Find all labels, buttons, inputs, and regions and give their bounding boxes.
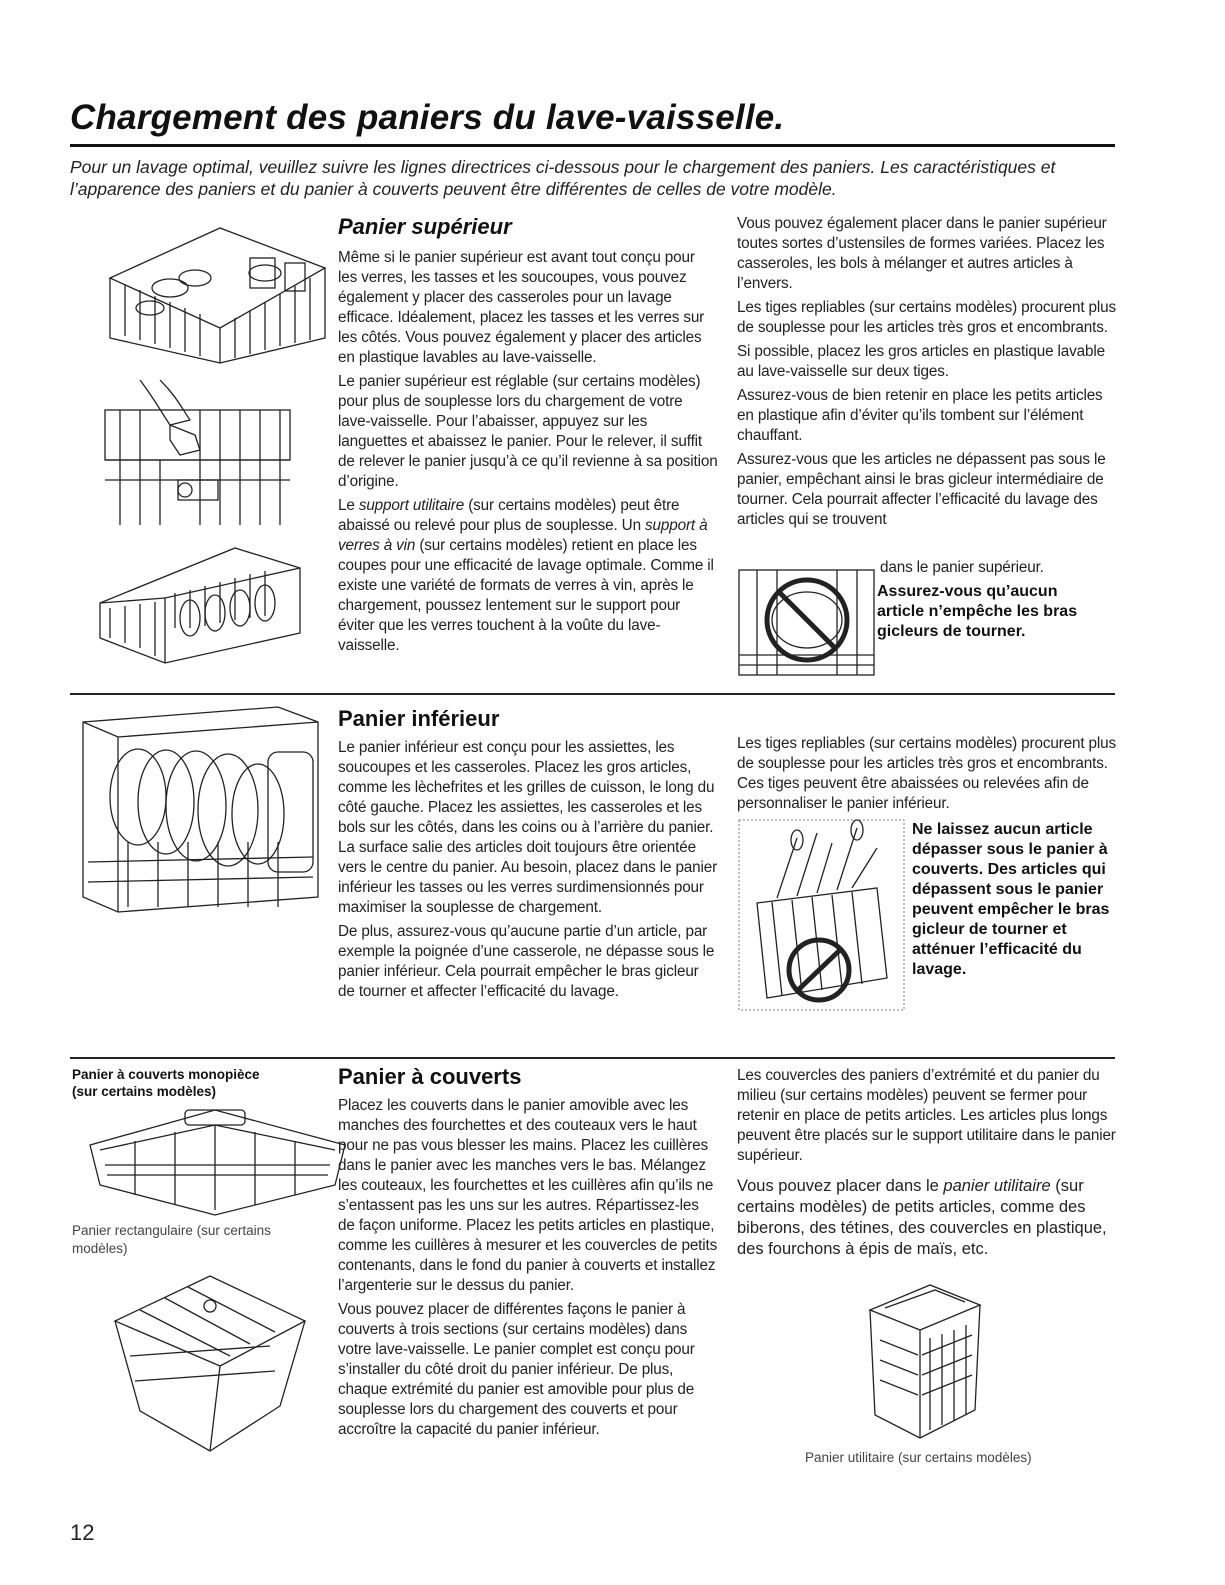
silverware-tip: Les couvercles des paniers d’extrémité et du panier du milieu (sur certains modèles) peuvent se fermer pour retenir en place de petits articles. Les articles plus longs peuvent être placés sur le support utilitaire dans le panier supérieur. bbox=[737, 1067, 1116, 1164]
lower-rack-paragraph: Le panier inférieur est conçu pour les assiettes, les soucoupes et les casseroles. Placez les gros articles, comme les lèchefrites et les grilles de cuisson, le long du côté gauche. Placez les assiettes, les casseroles et les bols sur les côtés, dans les coins ou à l’arrière du panier. La surface salie des articles doit toujours être orientée vers le centre du panier. Au besoin, placez dans le panier inférieur les tasses ou les verres surdimensionnés pour maximiser la souplesse de chargement. bbox=[338, 739, 718, 916]
wine-rack-illustration bbox=[95, 538, 305, 668]
upper-rack-tip: Vous pouvez également placer dans le panier supérieur toutes sortes d’ustensiles de formes variées. Placez les casseroles, les bols à mélanger et autres articles à l’envers. bbox=[737, 215, 1107, 292]
upper-rack-tip: Si possible, placez les gros articles en plastique lavable au lave-vaisselle sur deux tiges. bbox=[737, 343, 1105, 380]
silverware-prohibited-illustration bbox=[737, 818, 907, 1013]
upper-rack-heading: Panier supérieur bbox=[338, 214, 512, 239]
lower-rack-illustration bbox=[78, 702, 323, 917]
lower-rack-column bbox=[338, 706, 718, 1006]
silverware-paragraph: Placez les couverts dans le panier amovible avec les manches des fourchettes et des couteaux vers le haut pour ne pas vous blesser les mains. Placez les cuillères dans le panier avec les manches vers le bas. Mélangez les couteaux, les fourchettes et les cuillères afin qu’ils ne s’entassent pas les uns sur les autres. Répartissez-les de façon uniforme. Placez les petits articles en plastique, comme les cuillères à mesurer et les couvercles de petits contenants, dans le fond du panier à couverts et installez l’argenterie sur le dessus du panier. bbox=[338, 1097, 718, 1294]
rectangular-basket-caption: Panier rectangulaire (sur certains modèles) bbox=[72, 1223, 271, 1256]
prohibited-sign-icon bbox=[737, 565, 877, 680]
lower-rack-warning: Ne laissez aucun article dépasser sous le panier à couverts. Des articles qui dépassent sous le panier peuvent empêcher le bras gicleur de tourner et atténuer l’efficacité du lavage. bbox=[912, 821, 1110, 978]
rectangular-basket-illustration bbox=[110, 1266, 310, 1456]
upper-rack-illustration bbox=[100, 218, 330, 368]
one-piece-basket-illustration bbox=[85, 1105, 350, 1220]
page-title: Chargement des paniers du lave-vaisselle. bbox=[70, 98, 785, 137]
page-number: 12 bbox=[70, 1520, 95, 1545]
upper-rack-tip-end: dans le panier supérieur. bbox=[880, 559, 1044, 576]
silverware-column bbox=[338, 1064, 718, 1444]
utility-basket-caption: Panier utilitaire (sur certains modèles) bbox=[805, 1450, 1032, 1465]
upper-rack-tip: Les tiges repliables (sur certains modèles) procurent plus de souplesse pour les articles très gros et encombrants. bbox=[737, 299, 1117, 336]
lower-rack-heading: Panier inférieur bbox=[338, 706, 500, 731]
lower-rack-right-column bbox=[737, 734, 1117, 818]
utility-basket-illustration bbox=[860, 1280, 985, 1440]
utility-basket-paragraph: Vous pouvez placer dans le panier utilitaire (sur certains modèles) de petits articles, comme des biberons, des tétines, des couvercles en plastique, des fourchons à épis de maïs, etc. bbox=[737, 1177, 1107, 1258]
upper-rack-warning: Assurez-vous qu’aucun article n’empêche les bras gicleurs de tourner. bbox=[877, 583, 1078, 640]
lower-rack-paragraph: De plus, assurez-vous qu’aucune partie d’un article, par exemple la poignée d’une casserole, ne dépasse sous le panier inférieur. Cela pourrait empêcher le bras gicleur de tourner et affecter l’efficacité du lavage. bbox=[338, 923, 715, 1000]
silverware-heading: Panier à couverts bbox=[338, 1064, 522, 1089]
silverware-basket-caption: Panier à couverts monopièce (sur certains modèles) bbox=[72, 1067, 260, 1099]
silverware-right-column bbox=[737, 1066, 1122, 1264]
upper-rack-tip: Assurez-vous que les articles ne dépassent pas sous le panier, empêchant ainsi le bras gicleur intermédiaire de tourner. Cela pourrait affecter l’efficacité du lavage des articles qui se trouvent bbox=[737, 451, 1106, 528]
rack-adjust-illustration bbox=[100, 380, 295, 525]
section-divider bbox=[70, 693, 1115, 695]
upper-rack-right-column bbox=[737, 214, 1117, 534]
upper-rack-column bbox=[338, 214, 718, 660]
lower-rack-tip: Les tiges repliables (sur certains modèles) procurent plus de souplesse pour les articles très gros et encombrants. Ces tiges peuvent être abaissées ou relevées afin de personnaliser le panier inférieur. bbox=[737, 735, 1117, 812]
title-rule bbox=[70, 144, 1115, 147]
upper-rack-paragraph: Le support utilitaire (sur certains modèles) peut être abaissé ou relevé pour plus de souplesse. Un support à verres à vin (sur certains modèles) retient en place les coupes pour une efficacité de lavage optimale. Comme il existe une variété de formats de verres à vin, après le chargement, poussez lentement sur le support pour éviter que les verres touchent à la voûte du lave-vaisselle. bbox=[338, 497, 714, 654]
upper-rack-tip: Assurez-vous de bien retenir en place les petits articles en plastique afin d’éviter qu’ils tombent sur l’élément chauffant. bbox=[737, 387, 1103, 444]
upper-rack-paragraph: Même si le panier supérieur est avant tout conçu pour les verres, les tasses et les soucoupes, vous pouvez également y placer des casseroles pour un lavage efficace. Idéalement, placez les tasses et les verres sur les côtés. Vous pouvez également y placer des articles en plastique lavables au lave-vaisselle. bbox=[338, 249, 705, 366]
silverware-paragraph: Vous pouvez placer de différentes façons le panier à couverts à trois sections (sur certains modèles) dans votre lave-vaisselle. Le panier complet est conçu pour s’installer du côté droit du panier inférieur. De plus, chaque extrémité du panier est amovible pour plus de souplesse lors du chargement des couverts et pour accroître la capacité du panier inférieur. bbox=[338, 1301, 695, 1438]
intro-text: Pour un lavage optimal, veuillez suivre les lignes directrices ci-dessous pour le chargement des paniers. Les caractéristiques et l’apparence des paniers et du panier à couverts peuvent être différentes de celles de votre modèle. bbox=[70, 157, 1056, 199]
section-divider bbox=[70, 1057, 1115, 1059]
upper-rack-paragraph: Le panier supérieur est réglable (sur certains modèles) pour plus de souplesse lors du chargement de votre lave-vaisselle. Pour l’abaisser, appuyez sur les languettes et abaissez le panier. Pour le relever, il suffit de relever le panier jusqu’à ce qu’il revienne à sa position d’origine. bbox=[338, 373, 718, 490]
